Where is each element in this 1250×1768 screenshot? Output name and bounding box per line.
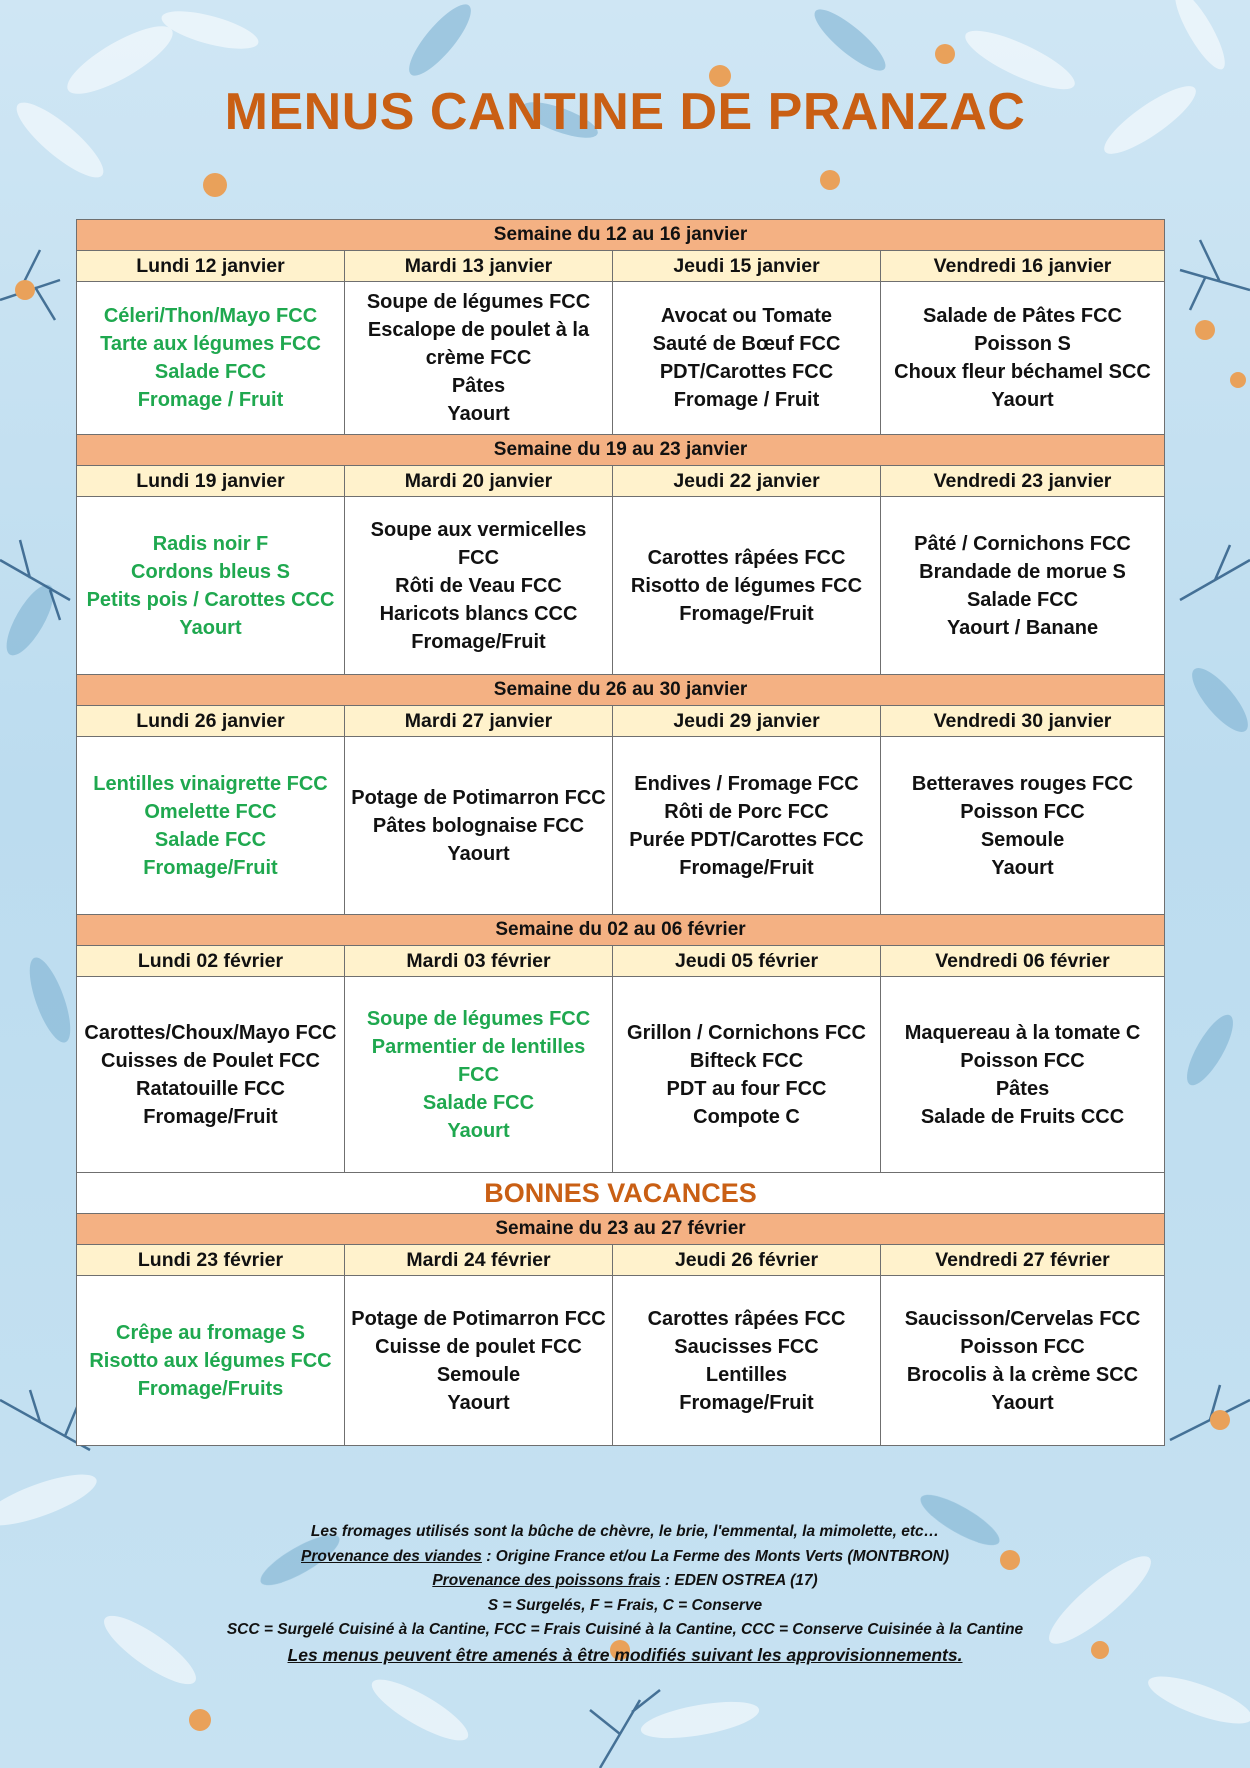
menu-item: Fromage/Fruit: [679, 1391, 814, 1414]
week-label: Semaine du 12 au 16 janvier: [77, 220, 1165, 251]
menu-item: Poisson FCC: [960, 800, 1085, 823]
menu-item: Saucisson/Cervelas FCC: [904, 1307, 1141, 1330]
menu-item: Brandade de morue S: [919, 560, 1126, 583]
menu-item: Fromage/Fruit: [679, 602, 814, 625]
week-header-row: [77, 915, 1165, 946]
menu-cell: [613, 1276, 881, 1446]
note-legend-long: SCC = Surgelé Cuisiné à la Cantine, FCC = Frais Cuisiné à la Cantine, CCC = Conserve Cuisinée à la Cantine: [226, 1621, 1024, 1638]
menu-item: Salade FCC: [154, 361, 267, 383]
menu-item: Yaourt: [179, 616, 242, 639]
menu-item: Rôti de Porc FCC: [664, 800, 829, 823]
menu-cell: [613, 282, 881, 435]
menu-item: Potage de Potimarron FCC: [351, 1307, 606, 1330]
menu-item: PDT/Carottes FCC: [659, 361, 834, 383]
menu-item: Semoule: [436, 1363, 521, 1386]
menu-item: Petits pois / Carottes CCC: [86, 588, 335, 611]
day-header: Jeudi 29 janvier: [613, 706, 881, 737]
page-title: MENUS CANTINE DE PRANZAC: [224, 83, 1026, 141]
day-header: Mardi 03 février: [345, 946, 613, 977]
note-fish-text: : EDEN OSTREA (17): [660, 1572, 818, 1589]
week-header-row: [77, 675, 1165, 706]
menu-item: Pâtes bolognaise FCC: [372, 814, 585, 837]
meals-row: [77, 977, 1165, 1173]
meals-row: [77, 1276, 1165, 1446]
menu-item: Potage de Potimarron FCC: [351, 786, 606, 809]
meals-row: [77, 282, 1165, 435]
menu-cell: [345, 977, 613, 1173]
week-label: Semaine du 23 au 27 février: [77, 1214, 1165, 1245]
menu-item: Bifteck FCC: [689, 1049, 804, 1072]
note-legend-short: S = Surgelés, F = Frais, C = Conserve: [487, 1596, 763, 1614]
menu-item: Haricots blancs CCC: [379, 602, 578, 625]
menu-item: Fromage/Fruits: [137, 1377, 284, 1400]
menu-item: Crêpe au fromage S: [116, 1321, 305, 1344]
menu-item: Choux fleur béchamel SCC: [894, 361, 1151, 383]
menu-item: Cuisse de poulet FCC: [375, 1335, 582, 1358]
menu-item: Poisson FCC: [960, 1335, 1085, 1358]
menu-cell: [881, 282, 1165, 435]
day-header: Jeudi 22 janvier: [613, 466, 881, 497]
menu-item: Brocolis à la crème SCC: [906, 1363, 1139, 1386]
menu-cell: [77, 977, 345, 1173]
day-header: Lundi 23 février: [77, 1245, 345, 1276]
menu-item: PDT au four FCC: [666, 1077, 827, 1100]
day-header-row: [77, 466, 1165, 497]
week-label: Semaine du 26 au 30 janvier: [77, 675, 1165, 706]
menu-cell: [881, 1276, 1165, 1446]
menu-item: Cuisses de Poulet FCC: [101, 1049, 320, 1072]
day-header: Vendredi 23 janvier: [881, 466, 1165, 497]
menu-cell: [77, 282, 345, 435]
menu-item: Maquereau à la tomate C: [904, 1021, 1141, 1044]
menu-item: Salade FCC: [966, 588, 1079, 611]
menu-item: Saucisses FCC: [674, 1335, 819, 1358]
week-label: Semaine du 19 au 23 janvier: [77, 435, 1165, 466]
menu-item: Ratatouille FCC: [136, 1077, 285, 1100]
menu-item: Avocat ou Tomate: [660, 305, 833, 327]
menu-item: Parmentier de lentilles FCC: [371, 1035, 586, 1086]
menu-item: Salade FCC: [154, 828, 267, 851]
menu-item: Omelette FCC: [144, 800, 277, 823]
week-header-row: [77, 220, 1165, 251]
week-header-row: [77, 435, 1165, 466]
menu-item: Fromage/Fruit: [411, 630, 546, 653]
menu-item: Fromage / Fruit: [673, 389, 820, 411]
menu-cell: [77, 497, 345, 675]
menu-item: Yaourt: [447, 1119, 510, 1142]
menu-item: Pâtes: [451, 375, 506, 397]
day-header: Jeudi 26 février: [613, 1245, 881, 1276]
menu-item: Carottes râpées FCC: [647, 546, 846, 569]
menu-item: Yaourt: [991, 389, 1054, 411]
note-disclaimer: Les menus peuvent être amenés à être modifiés suivant les approvisionnements.: [287, 1644, 963, 1665]
note-meat-origin: [0, 1545, 1250, 1570]
menu-item: Escalope de poulet à la crème FCC: [367, 319, 590, 369]
menu-item: Carottes/Choux/Mayo FCC: [84, 1021, 337, 1044]
day-header: Lundi 02 février: [77, 946, 345, 977]
menu-cell: [77, 1276, 345, 1446]
menu-item: Endives / Fromage FCC: [634, 772, 859, 795]
menu-cell: [613, 737, 881, 915]
menu-table: [76, 219, 1165, 1446]
menu-item: Céleri/Thon/Mayo FCC: [103, 305, 318, 327]
menu-item: Carottes râpées FCC: [647, 1307, 846, 1330]
menu-item: Fromage / Fruit: [137, 389, 284, 411]
menu-cell: [345, 497, 613, 675]
menu-item: Semoule: [980, 828, 1065, 851]
menu-item: Risotto de légumes FCC: [630, 574, 863, 597]
menu-item: Salade de Fruits CCC: [920, 1105, 1125, 1128]
day-header: Lundi 12 janvier: [77, 251, 345, 282]
meals-row: [77, 497, 1165, 675]
day-header-row: [77, 706, 1165, 737]
menu-cell: [345, 282, 613, 435]
menu-item: Rôti de Veau FCC: [395, 574, 562, 597]
day-header-row: [77, 946, 1165, 977]
note-meat-label: Provenance des viandes: [301, 1547, 482, 1565]
menu-item: Yaourt: [447, 1391, 510, 1414]
menu-cell: [345, 1276, 613, 1446]
note-fish-label: Provenance des poissons frais: [432, 1572, 661, 1589]
menu-cell: [881, 497, 1165, 675]
vacation-banner: BONNES VACANCES: [77, 1173, 1165, 1214]
menu-item: Compote C: [693, 1105, 800, 1128]
note-fish-origin: [0, 1569, 1250, 1594]
menu-cell: [881, 737, 1165, 915]
menu-item: Lentilles: [705, 1363, 788, 1386]
menu-item: Yaourt / Banane: [946, 616, 1099, 639]
menu-item: Poisson FCC: [960, 1049, 1085, 1072]
menu-item: Soupe aux vermicelles FCC: [370, 518, 587, 569]
menu-cell: [77, 737, 345, 915]
note-meat-text: : Origine France et/ou La Ferme des Monts Verts (MONTBRON): [481, 1547, 949, 1565]
menu-cell: [881, 977, 1165, 1173]
day-header: Mardi 13 janvier: [345, 251, 613, 282]
day-header: Jeudi 05 février: [613, 946, 881, 977]
menu-item: Salade de Pâtes FCC: [923, 305, 1122, 327]
day-header: Vendredi 30 janvier: [881, 706, 1165, 737]
note-cheeses: Les fromages utilisés sont la bûche de chèvre, le brie, l'emmental, la mimolette, etc…: [310, 1523, 940, 1540]
week-header-row: [77, 1214, 1165, 1245]
day-header: Lundi 26 janvier: [77, 706, 345, 737]
menu-item: Yaourt: [447, 403, 510, 425]
day-header-row: [77, 251, 1165, 282]
day-header: Vendredi 16 janvier: [881, 251, 1165, 282]
menu-item: Sauté de Bœuf FCC: [652, 333, 841, 355]
menu-item: Betteraves rouges FCC: [911, 772, 1134, 795]
menu-item: Fromage/Fruit: [679, 856, 814, 879]
menu-cell: [613, 977, 881, 1173]
menu-item: Radis noir F: [152, 532, 269, 555]
menu-item: Cordons bleus S: [131, 560, 290, 583]
day-header: Vendredi 06 février: [881, 946, 1165, 977]
day-header: Mardi 20 janvier: [345, 466, 613, 497]
menu-item: Soupe de légumes FCC: [366, 291, 591, 313]
menu-item: Soupe de légumes FCC: [366, 1007, 591, 1030]
menu-item: Lentilles vinaigrette FCC: [93, 772, 328, 795]
vacation-row: [77, 1173, 1165, 1214]
menu-cell: [613, 497, 881, 675]
day-header: Lundi 19 janvier: [77, 466, 345, 497]
menu-item: Pâté / Cornichons FCC: [914, 532, 1131, 555]
meals-row: [77, 737, 1165, 915]
menu-item: Yaourt: [991, 856, 1054, 879]
menu-item: Tarte aux légumes FCC: [100, 333, 321, 355]
week-label: Semaine du 02 au 06 février: [77, 915, 1165, 946]
menu-item: Fromage/Fruit: [143, 856, 278, 879]
menu-item: Risotto aux légumes FCC: [89, 1349, 332, 1372]
day-header: Mardi 27 janvier: [345, 706, 613, 737]
day-header: Mardi 24 février: [345, 1245, 613, 1276]
menu-item: Salade FCC: [422, 1091, 535, 1114]
menu-cell: [345, 737, 613, 915]
notes-footer: [0, 1520, 1250, 1667]
menu-item: Grillon / Cornichons FCC: [627, 1021, 866, 1044]
day-header: Jeudi 15 janvier: [613, 251, 881, 282]
menu-item: Fromage/Fruit: [143, 1105, 278, 1128]
menu-item: Poisson S: [974, 333, 1071, 355]
day-header: Vendredi 27 février: [881, 1245, 1165, 1276]
day-header-row: [77, 1245, 1165, 1276]
menu-item: Purée PDT/Carottes FCC: [629, 828, 864, 851]
menu-item: Yaourt: [991, 1391, 1054, 1414]
menu-item: Pâtes: [995, 1077, 1050, 1100]
menu-item: Yaourt: [447, 842, 510, 865]
